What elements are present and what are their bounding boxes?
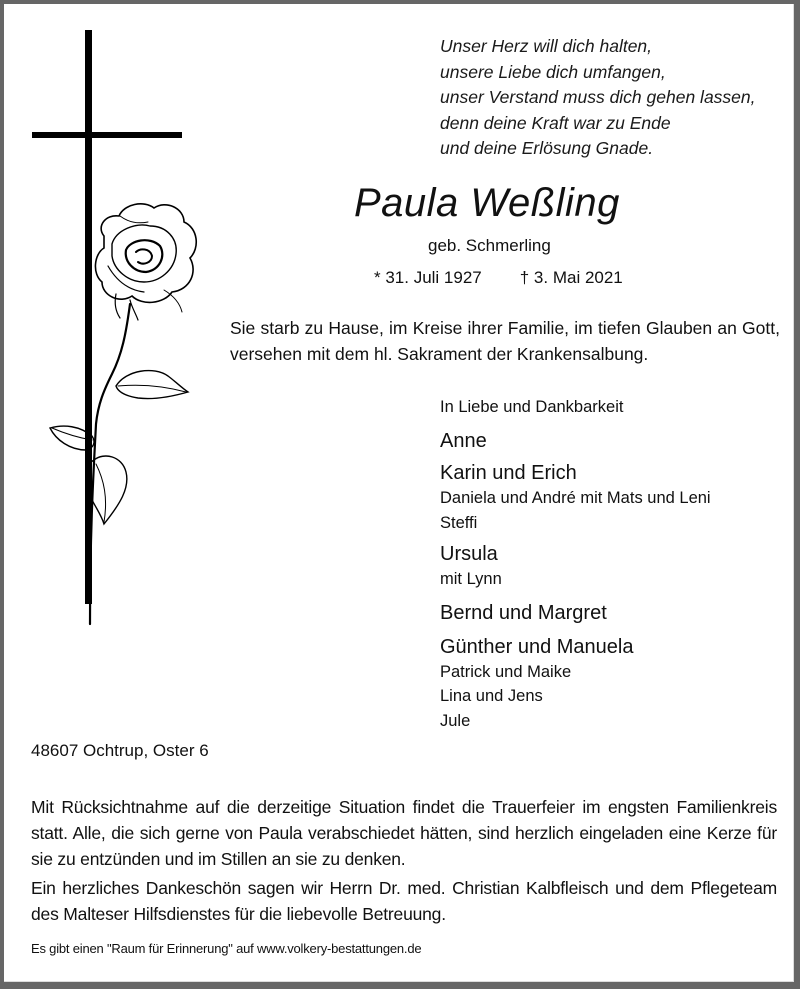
mourner-secondary: Daniela und André mit Mats und Leni: [440, 489, 711, 507]
cross-icon: [32, 30, 182, 604]
mourners-intro: In Liebe und Dankbarkeit: [440, 398, 624, 416]
death-date: † 3. Mai 2021: [519, 268, 623, 287]
mourner-secondary: Steffi: [440, 513, 478, 532]
mourner-primary: Günther und Manuela: [440, 635, 634, 658]
poem-line: unser Verstand muss dich gehen lassen,: [440, 87, 756, 107]
birth-date: * 31. Juli 1927: [374, 268, 482, 287]
mourner-secondary: Patrick und Maike: [440, 662, 572, 681]
poem-line: und deine Erlösung Gnade.: [440, 138, 654, 158]
mourner-primary: Anne: [440, 430, 487, 452]
mourner-primary: Karin und Erich: [440, 462, 577, 484]
memorial-website-note: Es gibt einen "Raum für Erinnerung" auf www.volkery-bestattungen.de: [31, 941, 422, 956]
deceased-name: Paula Weßling: [354, 181, 620, 225]
rose-icon: [50, 204, 196, 624]
life-dates: [374, 268, 623, 288]
mourner-secondary: mit Lynn: [440, 570, 502, 588]
thanks-paragraph: Ein herzliches Dankeschön sagen wir Herrn Dr. med. Christian Kalbfleisch und dem Pflegeteam des Malteser Hilfsdienstes für die liebevolle Betreuung.: [31, 878, 777, 924]
obituary-notice: [4, 4, 794, 982]
mourners-list: [440, 396, 785, 733]
mourner-primary: Bernd und Margret: [440, 601, 607, 624]
poem-line: unsere Liebe dich umfangen,: [440, 61, 666, 82]
poem: [440, 34, 756, 162]
maiden-name: geb. Schmerling: [428, 236, 551, 255]
family-address: 48607 Ochtrup, Oster 6: [31, 741, 209, 760]
cross-rose-illustration: [4, 4, 224, 644]
death-notice-text: Sie starb zu Hause, im Kreise ihrer Familie, im tiefen Glauben an Gott, versehen mit dem hl. Sakrament der Krankensalbung.: [230, 318, 780, 364]
poem-line: denn deine Kraft war zu Ende: [440, 112, 671, 133]
mourner-primary: Ursula: [440, 543, 498, 565]
mourner-secondary: Jule: [440, 711, 471, 730]
mourner-secondary: Lina und Jens: [440, 687, 543, 705]
funeral-info-paragraph: Mit Rücksichtnahme auf die derzeitige Situation findet die Trauerfeier im engsten Familienkreis statt. Alle, die sich gerne von Paula verabschiedet hätten, sind herzlich eingeladen eine Kerze für sie zu entzünden und im Stillen an sie zu denken.: [31, 797, 777, 869]
poem-line: Unser Herz will dich halten,: [440, 36, 653, 56]
